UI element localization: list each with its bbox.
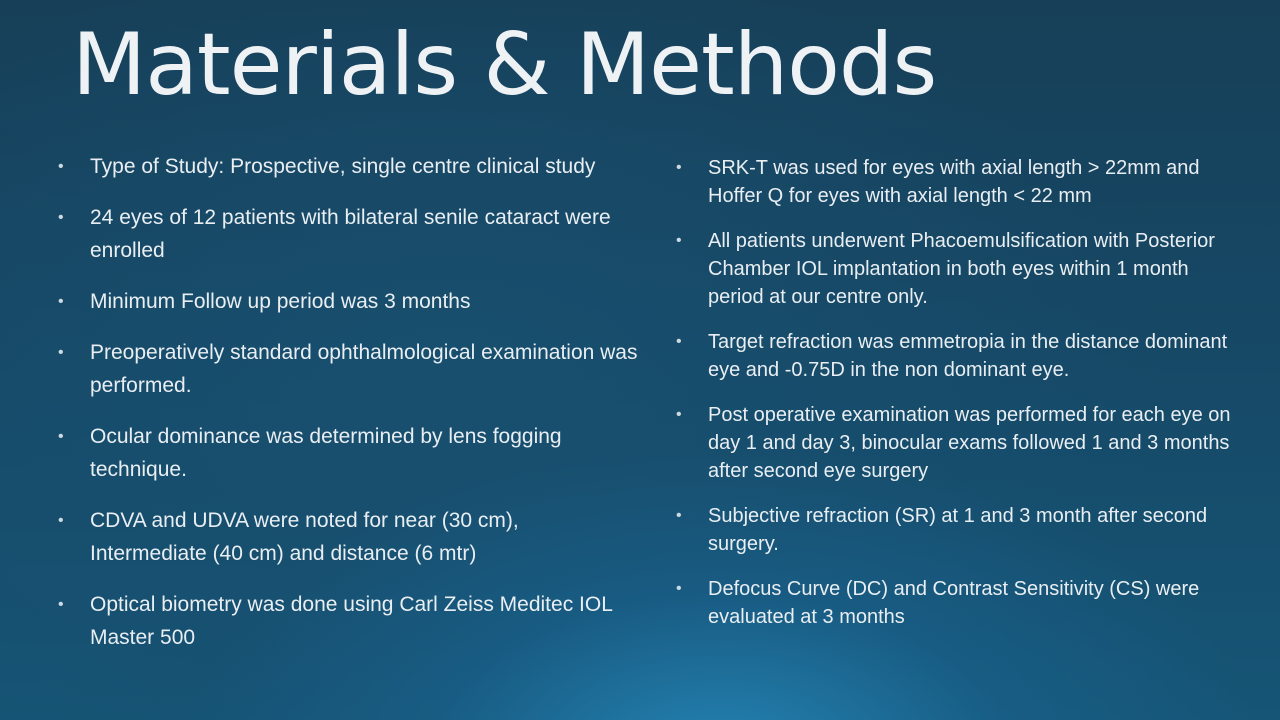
bullet-icon: • <box>676 406 682 423</box>
list-item <box>676 328 1236 384</box>
bullet-icon: • <box>676 159 682 176</box>
list-item-text: Defocus Curve (DC) and Contrast Sensitivity (CS) were evaluated at 3 months <box>708 578 1200 628</box>
right-bullet-list <box>676 154 1236 648</box>
list-item <box>58 201 638 267</box>
list-item <box>58 150 638 183</box>
list-item-text: Post operative examination was performed for each eye on day 1 and day 3, binocular exams followed 1 and 3 months after second eye surgery <box>708 404 1231 482</box>
list-item <box>58 336 638 402</box>
list-item <box>676 401 1236 485</box>
list-item <box>676 575 1236 631</box>
bullet-icon: • <box>58 209 64 226</box>
list-item-text: Optical biometry was done using Carl Zeiss Meditec IOL Master 500 <box>90 593 613 649</box>
list-item-text: CDVA and UDVA were noted for near (30 cm), Intermediate (40 cm) and distance (6 mtr) <box>90 509 519 565</box>
bullet-icon: • <box>58 428 64 445</box>
list-item-text: Target refraction was emmetropia in the distance dominant eye and -0.75D in the non dominant eye. <box>708 331 1228 381</box>
bullet-icon: • <box>676 333 682 350</box>
list-item <box>676 154 1236 210</box>
list-item <box>58 504 638 570</box>
list-item-text: Ocular dominance was determined by lens fogging technique. <box>90 425 562 481</box>
slide-title: Materials & Methods <box>72 15 937 115</box>
list-item-text: SRK-T was used for eyes with axial length > 22mm and Hoffer Q for eyes with axial length < 22 mm <box>708 157 1200 207</box>
bullet-icon: • <box>58 596 64 613</box>
bullet-icon: • <box>676 580 682 597</box>
bullet-icon: • <box>676 507 682 524</box>
list-item-text: Type of Study: Prospective, single centre clinical study <box>90 155 596 178</box>
list-item-text: 24 eyes of 12 patients with bilateral senile cataract were enrolled <box>90 206 611 262</box>
list-item-text: Minimum Follow up period was 3 months <box>90 290 471 313</box>
bullet-icon: • <box>676 232 682 249</box>
list-item-text: Subjective refraction (SR) at 1 and 3 month after second surgery. <box>708 505 1208 555</box>
bullet-icon: • <box>58 158 64 175</box>
list-item <box>676 502 1236 558</box>
bullet-icon: • <box>58 512 64 529</box>
bullet-icon: • <box>58 293 64 310</box>
list-item-text: All patients underwent Phacoemulsification with Posterior Chamber IOL implantation in both eyes within 1 month period at our centre only. <box>708 230 1215 308</box>
list-item <box>58 285 638 318</box>
list-item <box>676 227 1236 311</box>
list-item <box>58 420 638 486</box>
list-item <box>58 588 638 654</box>
left-bullet-list <box>58 150 638 672</box>
bullet-icon: • <box>58 344 64 361</box>
list-item-text: Preoperatively standard ophthalmological examination was performed. <box>90 341 638 397</box>
